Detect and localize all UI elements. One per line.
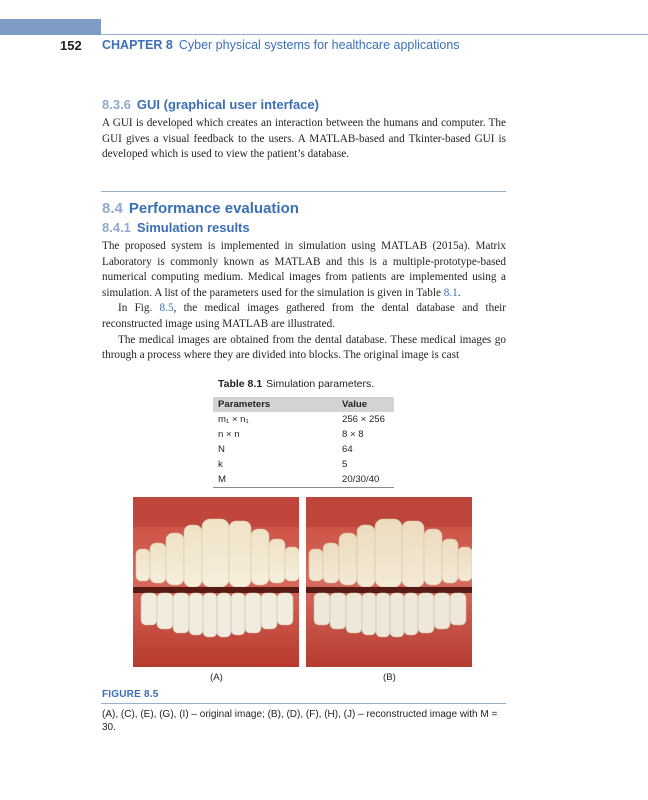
table-cell: 5 <box>342 459 348 470</box>
paragraph-text: , the medical images gathered from the dental database and their reconstructed image using MATLAB are illustrated. <box>102 302 506 330</box>
paragraph: A GUI is developed which creates an interaction between the humans and computer. The GUI gives a visual feedback to the users. A MATLAB-based and Tkinter-based GUI is developed which is used to view the patient’s database. <box>102 117 506 161</box>
table-cell: n × n <box>218 429 240 440</box>
figure-title: FIGURE 8.5 <box>102 689 159 700</box>
table-cell: 64 <box>342 444 353 455</box>
paragraph <box>102 301 506 332</box>
table-row <box>213 442 394 457</box>
section-title: GUI (graphical user interface) <box>136 97 319 112</box>
paragraph-text: The proposed system is implemented in simulation using MATLAB (2015a). Matrix Laboratory is commonly known as MATLAB and this is a multiple-prototype-based numerical computing medium. Medical images from patients are implemented using a simulation. A list of the parameters used for the simulation is given in Table <box>102 240 506 299</box>
dental-photo-original <box>133 497 299 667</box>
section-heading-8-4-1 <box>102 220 250 235</box>
section-title: Performance evaluation <box>128 200 299 217</box>
table-label: Table 8.1 <box>218 378 263 390</box>
page-number: 152 <box>60 38 82 53</box>
teeth-illustration <box>306 497 472 667</box>
paragraph: The medical images are obtained from the dental database. These medical images go through a process where they are divided into blocks. The original image is cast <box>102 333 506 362</box>
section-8-4-1-body <box>102 239 506 364</box>
table-header-row <box>213 397 394 412</box>
table-row <box>213 472 394 488</box>
parameters-table <box>213 397 394 488</box>
panel-label-a: (A) <box>210 672 223 683</box>
figure-reference-link[interactable]: 8.5 <box>159 302 174 315</box>
paragraph <box>102 239 506 301</box>
table-cell: m₁ × n₁ <box>218 414 249 425</box>
table-caption <box>218 378 374 390</box>
section-number: 8.3.6 <box>102 97 131 112</box>
table-cell: 8 × 8 <box>342 429 364 440</box>
section-heading-8-3-6 <box>102 97 319 112</box>
chapter-title: Cyber physical systems for healthcare applications <box>178 38 460 52</box>
panel-label-b: (B) <box>383 672 396 683</box>
table-row <box>213 457 394 472</box>
table-cell: 20/30/40 <box>338 472 394 488</box>
section-heading-8-4 <box>102 200 299 217</box>
section-number: 8.4 <box>102 200 123 217</box>
table-cell: N <box>218 444 225 455</box>
section-8-3-6-body <box>102 116 506 163</box>
figure-caption: (A), (C), (E), (G), (I) – original image; (B), (D), (F), (H), (J) – reconstructed image with M = 30. <box>102 709 498 733</box>
table-cell: k <box>218 459 223 470</box>
column-header: Parameters <box>213 397 338 412</box>
paragraph-text: In Fig. <box>118 302 160 315</box>
table-reference-link[interactable]: 8.1 <box>443 286 458 299</box>
figure-rule <box>101 703 506 704</box>
header-rule <box>101 34 648 35</box>
table-caption-text: Simulation parameters. <box>266 378 375 390</box>
column-header: Value <box>338 397 394 412</box>
teeth-illustration <box>133 497 299 667</box>
table-cell: M <box>213 472 338 488</box>
table-row <box>213 427 394 442</box>
section-title: Simulation results <box>136 220 250 235</box>
dental-photo-reconstructed <box>306 497 472 667</box>
header-color-band <box>0 19 101 35</box>
running-head <box>102 38 460 52</box>
section-number: 8.4.1 <box>102 220 131 235</box>
section-divider <box>101 191 506 192</box>
table-cell: 256 × 256 <box>342 414 385 425</box>
table-row <box>213 412 394 427</box>
paragraph-text: . <box>457 286 461 299</box>
chapter-label: CHAPTER 8 <box>102 38 173 52</box>
